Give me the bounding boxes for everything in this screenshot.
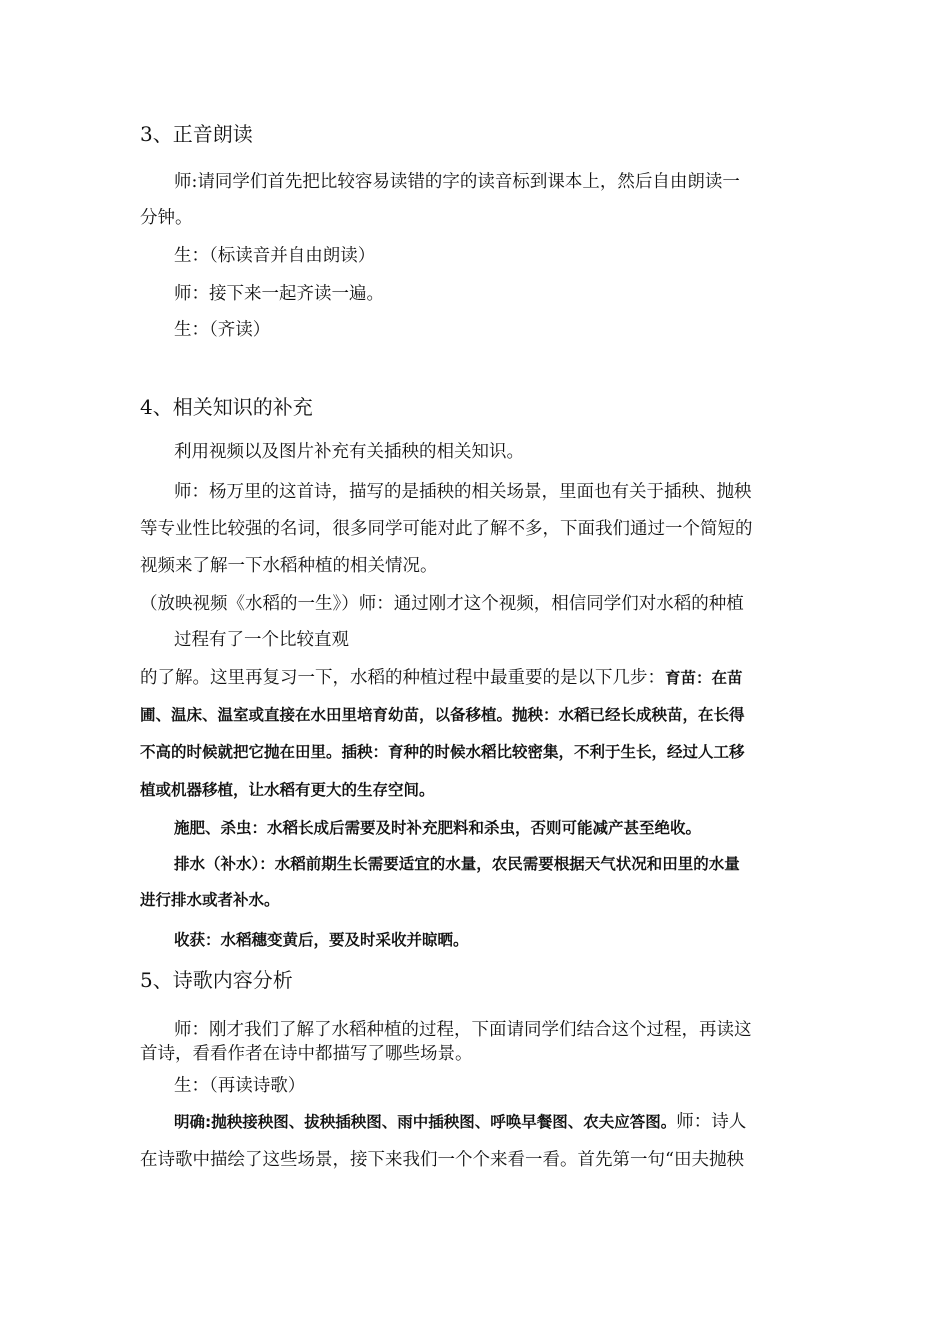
paragraph: 利用视频以及图片补充有关插秧的相关知识。 [174, 442, 524, 462]
paragraph: 施肥、杀虫：水稻长成后需要及时补充肥料和杀虫，否则可能减产甚至绝收。 [174, 819, 702, 837]
paragraph [174, 1110, 746, 1134]
paragraph: 圃、温床、温室或直接在水田里培育幼苗，以备移植。抛秧：水稻已经长成秧苗，在长得 [140, 706, 745, 724]
paragraph: 在诗歌中描绘了这些场景，接下来我们一个个来看一看。首先第一句“田夫抛秧 [140, 1150, 744, 1170]
paragraph: 进行排水或者补水。 [140, 891, 280, 909]
paragraph: 植或机器移植，让水稻有更大的生存空间。 [140, 781, 435, 799]
paragraph: 首诗，看看作者在诗中都描写了哪些场景。 [140, 1044, 473, 1064]
paragraph: 等专业性比较强的名词，很多同学可能对此了解不多，下面我们通过一个简短的 [140, 519, 753, 539]
bold-text-run: 育苗：在苗 [665, 669, 743, 687]
paragraph: 分钟。 [140, 208, 193, 228]
paragraph [140, 666, 743, 690]
paragraph: 视频来了解一下水稻种植的相关情况。 [140, 556, 438, 576]
paragraph: 师：杨万里的这首诗，描写的是插秧的相关场景，里面也有关于插秧、抛秧 [174, 482, 752, 502]
paragraph: 师：接下来一起齐读一遍。 [174, 284, 384, 304]
bold-text-run: 明确:抛秧接秧图、拔秧插秧图、雨中插秧图、呼唤早餐图、农夫应答图。 [174, 1113, 677, 1131]
paragraph: 排水（补水）：水稻前期生长需要适宜的水量，农民需要根据天气状况和田里的水量 [174, 855, 740, 873]
paragraph: 收获：水稻穗变黄后，要及时采收并晾晒。 [174, 931, 469, 949]
paragraph: 不高的时候就把它抛在田里。插秧：育种的时候水稻比较密集，不利于生长，经过人工移 [140, 743, 745, 761]
paragraph: 师：刚才我们了解了水稻种植的过程，下面请同学们结合这个过程，再读这 [174, 1020, 752, 1040]
section-4-heading: 4、相关知识的补充 [140, 395, 313, 419]
section-5-heading: 5、诗歌内容分析 [140, 968, 293, 992]
text-run: 师：诗人 [676, 1112, 747, 1132]
paragraph: 过程有了一个比较直观 [174, 630, 349, 650]
paragraph: 生：（再读诗歌） [174, 1076, 306, 1096]
paragraph: 生：（齐读） [174, 320, 271, 340]
paragraph: 师:请同学们首先把比较容易读错的字的读音标到课本上，然后自由朗读一 [174, 172, 740, 192]
text-run: 的了解。这里再复习一下，水稻的种植过程中最重要的是以下几步： [140, 668, 665, 688]
section-3-heading: 3、正音朗读 [140, 122, 253, 146]
paragraph: 生：（标读音并自由朗读） [174, 246, 376, 266]
paragraph: （放映视频《水稻的一生》）师：通过刚才这个视频，相信同学们对水稻的种植 [140, 594, 744, 614]
